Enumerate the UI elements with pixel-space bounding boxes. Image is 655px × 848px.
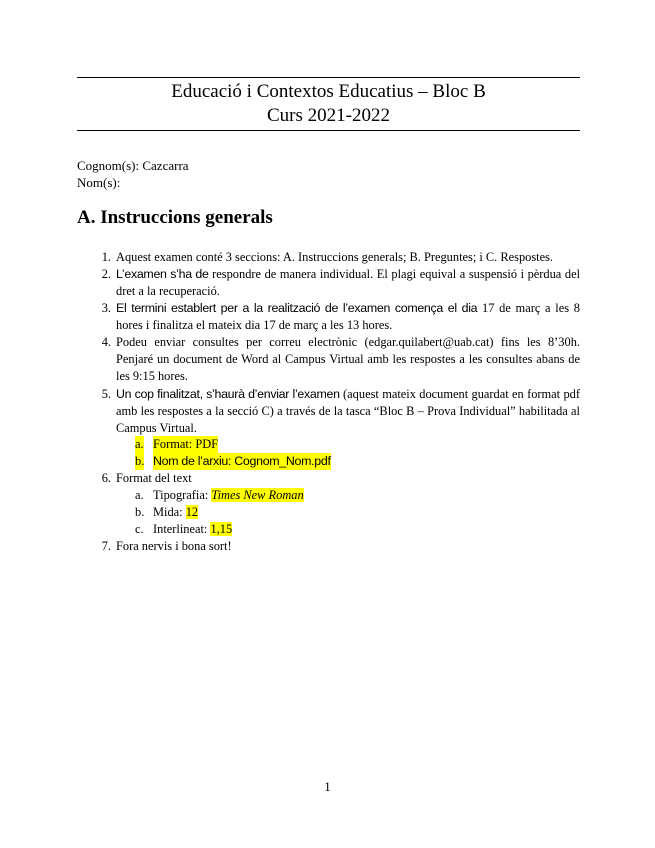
item-number: 3.	[101, 301, 111, 315]
item-number: 7.	[101, 539, 111, 553]
instruction-item-6	[95, 470, 580, 487]
name-field: Nom(s):	[77, 175, 121, 190]
instruction-item-3	[95, 300, 580, 334]
header-bottom-rule	[77, 130, 580, 131]
item-text: Aquest examen conté 3 seccions: A. Instruccions generals; B. Preguntes; i C. Respostes.	[116, 250, 554, 264]
item-number: 6.	[101, 471, 111, 485]
instruction-item-1	[95, 249, 580, 266]
item-number: 2.	[101, 267, 111, 281]
item-text: Format del text	[116, 471, 192, 485]
surname-field: Cognom(s): Cazcarra	[77, 158, 189, 173]
item-text: Podeu enviar consultes per correu electrònic (edgar.quilabert@uab.cat) fins les 8’30h. Penjaré un document de Word al Campus Virtual amb les respostes a les consultes abans de les 9:15 hores.	[116, 335, 580, 383]
instruction-item-4	[95, 334, 580, 385]
header-top-rule	[77, 77, 580, 78]
item-lead-text: L’examen s’ha de	[116, 267, 209, 281]
instruction-item-2	[95, 266, 580, 300]
sub-item-value: Times New Roman	[211, 488, 304, 502]
sub-item-value: 1,15	[210, 522, 233, 536]
sub-item-letter: a.	[135, 437, 144, 451]
item-text: respondre de manera individual. El plagi equival a suspensió i pèrdua del dret a la recuperació.	[116, 267, 581, 298]
item-text: (aquest mateix document guardat en format pdf amb les respostes a la secció C) a través de la tasca “Bloc B – Prova Individual” habilitada al Campus Virtual.	[116, 387, 581, 435]
instruction-item-7	[95, 538, 580, 555]
sub-item-letter: b.	[135, 505, 145, 519]
sub-item-label: Tipografia:	[153, 488, 212, 502]
item-text: Fora nervis i bona sort!	[116, 539, 232, 553]
instruction-item-5	[95, 386, 580, 437]
sub-item-text: Format: PDF	[153, 437, 219, 451]
item-number: 1.	[101, 250, 111, 264]
page-number: 1	[324, 779, 331, 794]
document-title: Educació i Contextos Educatius – Bloc B	[171, 81, 486, 102]
sub-item-text: Nom de l’arxiu: Cognom_Nom.pdf	[153, 454, 331, 468]
sub-item-letter: a.	[135, 488, 144, 502]
item-lead-text: Un cop finalitzat, s’haurà d’enviar l’examen	[116, 387, 340, 401]
item-number: 4.	[101, 335, 111, 349]
sub-item-letter: b.	[135, 454, 145, 468]
document-subtitle: Curs 2021-2022	[267, 105, 390, 126]
section-heading: A. Instruccions generals	[77, 207, 273, 228]
item-lead-text: El termini establert per a la realització de l’examen comença el dia	[116, 301, 478, 315]
sub-item-label: Interlineat:	[153, 522, 211, 536]
item-number: 5.	[101, 387, 111, 401]
item-text: 17 de març a les 8 hores i finalitza el mateix dia 17 de març a les 13 hores.	[116, 301, 580, 332]
sub-item-letter: c.	[135, 522, 144, 536]
sub-item-value: 12	[185, 505, 199, 519]
sub-item-label: Mida:	[153, 505, 186, 519]
